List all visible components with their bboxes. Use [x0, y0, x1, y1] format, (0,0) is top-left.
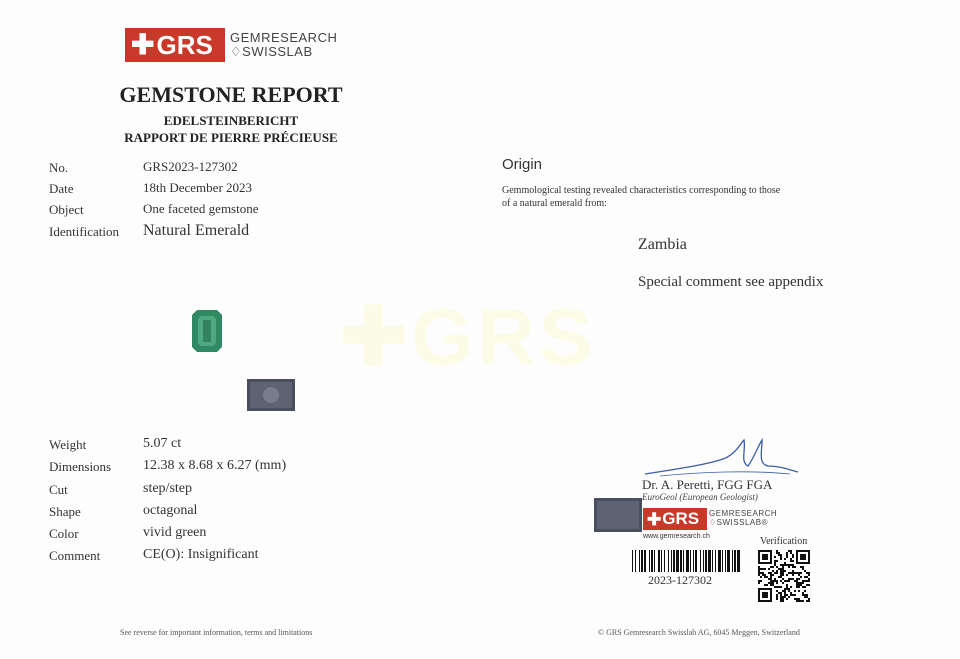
spec-value-comment: CE(O): Insignificant [143, 547, 259, 562]
info-value-object: One faceted gemstone [143, 201, 259, 216]
info-value-identification: Natural Emerald [143, 222, 250, 239]
info-label-no: No. [49, 160, 69, 175]
spec-value-cut: step/step [143, 481, 192, 496]
info-label-object: Object [49, 202, 84, 217]
origin-heading: Origin [502, 156, 543, 173]
footer-left-notice: See reverse for important information, terms and limitations [120, 628, 313, 637]
website-link[interactable]: www.gemresearch.ch [643, 533, 710, 540]
signatory-name: Dr. A. Peretti, FGG FGA [642, 477, 773, 492]
verification-label: Verification [760, 536, 808, 547]
special-comment: Special comment see appendix [638, 274, 824, 290]
info-value-no: GRS2023-127302 [143, 159, 238, 174]
emerald-photo [192, 310, 222, 352]
verification-qr-code[interactable] [758, 550, 810, 602]
footer-logo-wordmark [709, 509, 777, 527]
origin-text-line-2: of a natural emerald from: [502, 198, 607, 209]
spec-label-color: Color [49, 526, 79, 541]
info-label-identification: Identification [49, 224, 120, 239]
hologram-sticker [247, 379, 295, 411]
logo-wordmark [230, 31, 337, 59]
spec-label-weight: Weight [49, 437, 87, 452]
info-label-date: Date [49, 181, 74, 196]
footer-swiss-cross-icon: ✚ [647, 509, 662, 529]
diamond-icon: ♢ [230, 44, 243, 59]
subtitle-french: RAPPORT DE PIERRE PRÉCIEUSE [124, 130, 338, 145]
spec-label-dimensions: Dimensions [49, 459, 112, 474]
grs-logo: ✚ GRS [125, 28, 225, 62]
origin-text-line-1: Gemmological testing revealed characteristics corresponding to those [502, 185, 781, 196]
footer-diamond-icon: ♢ [709, 518, 717, 527]
footer-right-copyright: © GRS Gemresearch Swisslab AG, 6045 Meggen, Switzerland [598, 628, 800, 637]
spec-label-comment: Comment [49, 548, 101, 563]
spec-label-shape: Shape [49, 504, 81, 519]
logo-line-2: ♢SWISSLAB [230, 44, 313, 59]
footer-logo-line-1: GEMRESEARCH [709, 509, 778, 518]
signature-scribble [640, 436, 800, 478]
report-title: GEMSTONE REPORT [119, 82, 343, 107]
barcode [632, 550, 740, 572]
signatory-title: EuroGeol (European Geologist) [642, 492, 758, 502]
spec-value-color: vivid green [143, 525, 207, 540]
footer-grs-logo: ✚ GRS [643, 508, 707, 530]
info-value-date: 18th December 2023 [143, 180, 253, 195]
grs-watermark: ✚GRS [340, 292, 597, 381]
barcode-number: 2023-127302 [648, 573, 712, 587]
subtitle-german: EDELSTEINBERICHT [163, 113, 299, 128]
swiss-cross-icon: ✚ [131, 29, 155, 60]
footer-hologram-sticker [594, 498, 642, 532]
spec-value-dimensions: 12.38 x 8.68 x 6.27 (mm) [143, 458, 287, 473]
logo-line-1: GEMRESEARCH [230, 30, 338, 45]
origin-country: Zambia [638, 236, 687, 253]
spec-label-cut: Cut [49, 482, 68, 497]
spec-value-shape: octagonal [143, 503, 198, 518]
spec-value-weight: 5.07 ct [143, 436, 182, 451]
footer-logo-line-2: ♢SWISSLAB® [709, 518, 768, 527]
